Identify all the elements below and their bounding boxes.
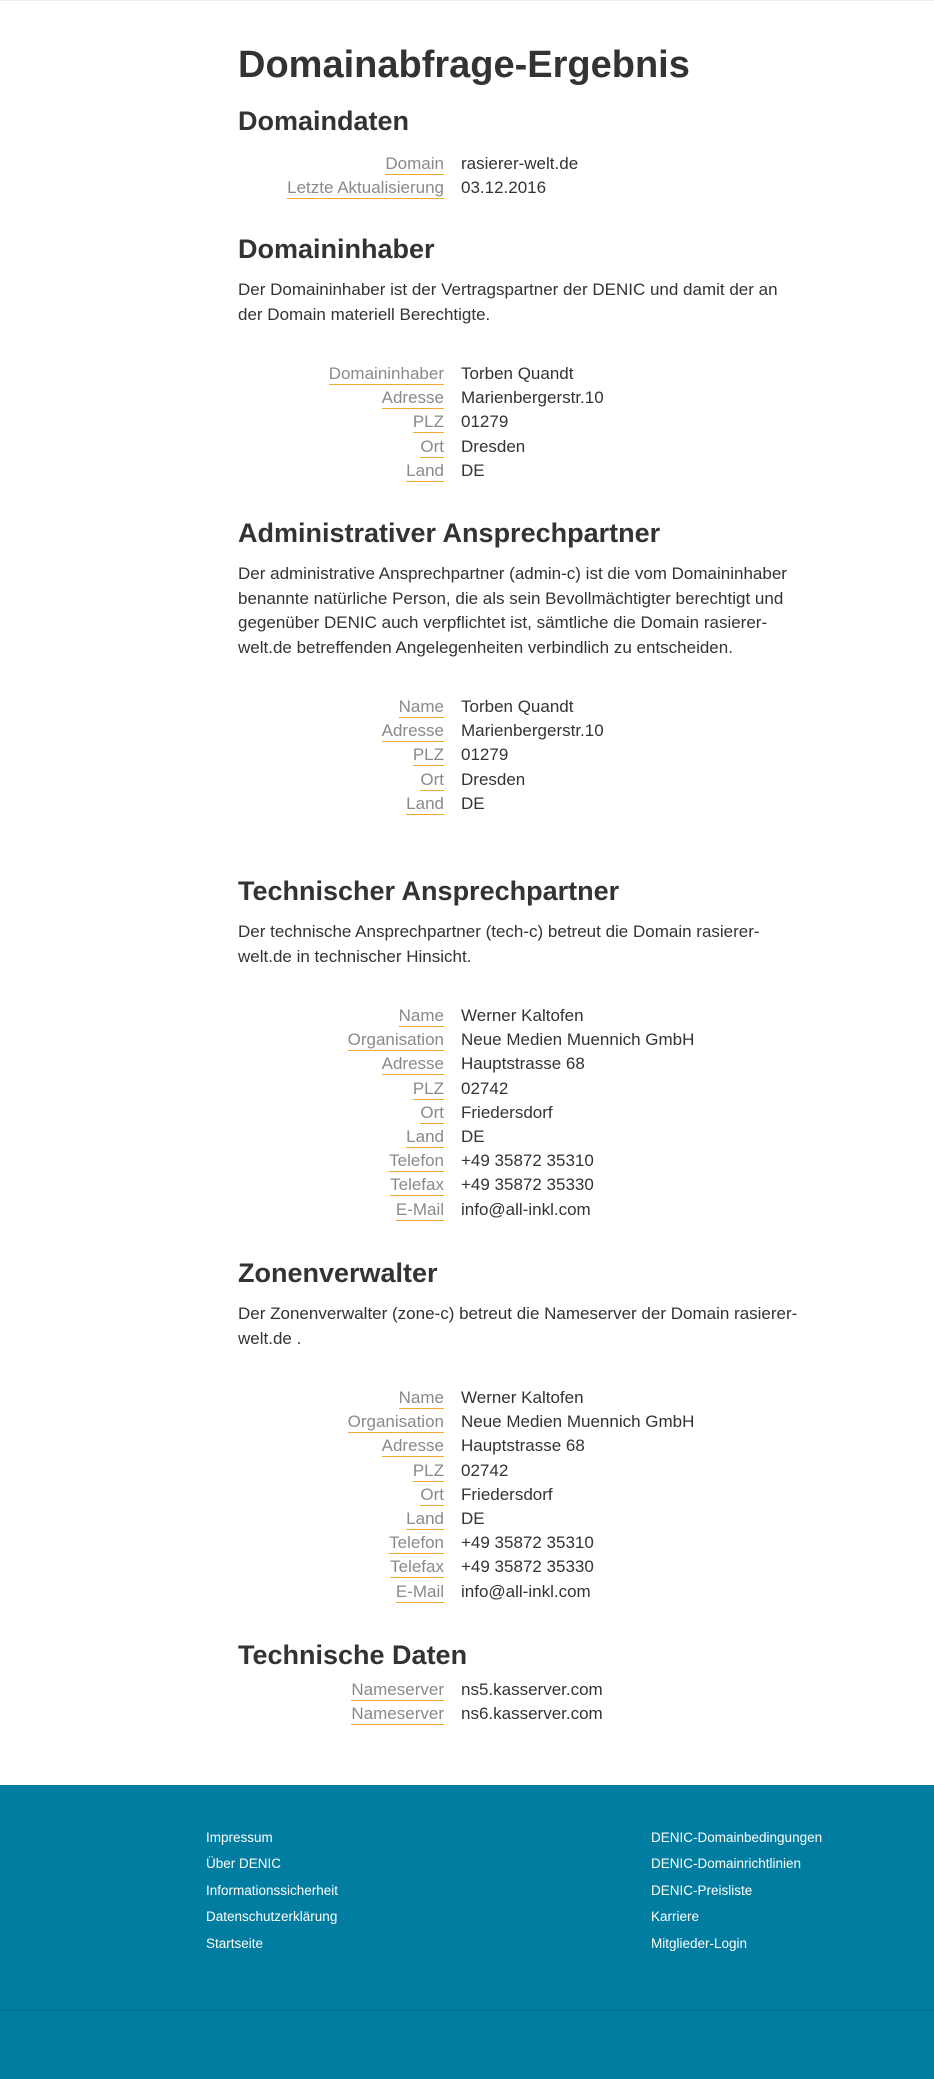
- section-domaindaten: [238, 104, 798, 202]
- field-value: 01279: [461, 412, 509, 432]
- data-row: [238, 1079, 798, 1103]
- footer-links-left: [206, 1828, 338, 1960]
- section-description: Der Domaininhaber ist der Vertragspartner der DENIC und damit der an der Domain materiell Berechtigte.: [238, 280, 778, 324]
- field-value: Friedersdorf: [461, 1102, 553, 1122]
- field-value: Dresden: [461, 436, 526, 456]
- data-row: [238, 1704, 798, 1728]
- page-title: Domainabfrage-Ergebnis: [238, 44, 690, 86]
- footer-link[interactable]: DENIC-Domainrichtlinien: [651, 1856, 802, 1872]
- field-label: Nameserver: [351, 1680, 444, 1699]
- data-row: [238, 461, 798, 485]
- data-list: [238, 697, 798, 818]
- field-label: Nameserver: [351, 1704, 444, 1724]
- field-label: Land: [406, 1126, 444, 1146]
- field-value: 02742: [461, 1460, 509, 1480]
- field-label: Adresse: [381, 1054, 444, 1074]
- field-label: Letzte Aktualisierung: [287, 178, 444, 198]
- field-label: Adresse: [381, 1436, 444, 1456]
- section-tech-c: [238, 874, 798, 1224]
- data-row: [238, 697, 798, 721]
- field-value: Torben Quandt: [461, 697, 574, 716]
- field-label: Telefax: [390, 1557, 444, 1577]
- field-label: Telefon: [389, 1533, 444, 1553]
- field-label: Land: [406, 1508, 444, 1528]
- data-row: [238, 794, 798, 818]
- data-row: [238, 770, 798, 794]
- data-row: [238, 1006, 798, 1030]
- field-value: Friedersdorf: [461, 1484, 553, 1504]
- data-list: [238, 1680, 798, 1728]
- section-heading: Technische Daten: [238, 1640, 468, 1670]
- section-domaininhaber: [238, 232, 798, 485]
- data-row: [238, 1151, 798, 1175]
- data-row: [238, 1127, 798, 1151]
- field-value: DE: [461, 793, 485, 813]
- field-label: Name: [398, 1006, 444, 1025]
- field-label: Organisation: [347, 1030, 444, 1050]
- field-value: ns5.kasserver.com: [461, 1680, 603, 1699]
- data-row: [238, 1680, 798, 1704]
- field-label: Adresse: [381, 721, 444, 741]
- footer-link[interactable]: DENIC-Domainbedingungen: [651, 1830, 823, 1845]
- field-label: PLZ: [412, 1078, 444, 1098]
- field-label: Name: [398, 1388, 444, 1407]
- data-list: [238, 1388, 798, 1606]
- section-description: Der technische Ansprechpartner (tech-c) betreut die Domain rasierer-welt.de in technischer Hinsicht.: [238, 922, 760, 966]
- footer-links-right: [651, 1828, 822, 1960]
- field-label: Adresse: [381, 388, 444, 408]
- data-row: [238, 437, 798, 461]
- footer-link[interactable]: Über DENIC: [206, 1856, 282, 1872]
- footer-link[interactable]: Impressum: [206, 1830, 273, 1845]
- section-description: Der administrative Ansprechpartner (admin-c) ist die vom Domaininhaber benannte natürliche Person, die als sein Bevollmächtigter berechtigt und gegenüber DENIC auch verpflichtet ist, sämtliche die Domain rasierer-welt.de betreffenden Angelegenheiten verbindlich zu entscheiden.: [238, 564, 787, 657]
- top-border: [0, 0, 934, 1]
- data-list: [238, 154, 798, 202]
- field-value: Marienbergerstr.10: [461, 388, 604, 408]
- field-label: E-Mail: [395, 1581, 444, 1601]
- field-value: +49 35872 35330: [461, 1175, 594, 1195]
- section-heading: Administrativer Ansprechpartner: [238, 518, 661, 548]
- section-zone-c: [238, 1256, 798, 1606]
- section-heading: Domaininhaber: [238, 234, 435, 264]
- data-row: [238, 1412, 798, 1436]
- field-value: Hauptstrasse 68: [461, 1436, 585, 1456]
- field-value: Hauptstrasse 68: [461, 1054, 585, 1074]
- field-label: Telefon: [389, 1151, 444, 1171]
- field-value: ns6.kasserver.com: [461, 1704, 603, 1724]
- field-value: 01279: [461, 745, 509, 765]
- data-row: [238, 745, 798, 769]
- data-list: [238, 364, 798, 485]
- field-value: Torben Quandt: [461, 364, 574, 383]
- field-label: E-Mail: [395, 1199, 444, 1219]
- field-value: DE: [461, 460, 485, 480]
- data-row: [238, 154, 798, 178]
- data-row: [238, 388, 798, 412]
- field-label: PLZ: [412, 745, 444, 765]
- field-label: Domaininhaber: [328, 364, 444, 383]
- data-row: [238, 1509, 798, 1533]
- field-label: Ort: [420, 436, 444, 456]
- data-row: [238, 1103, 798, 1127]
- field-value: Dresden: [461, 769, 526, 789]
- field-label: Name: [398, 697, 444, 716]
- field-label: PLZ: [412, 412, 444, 432]
- data-row: [238, 1436, 798, 1460]
- data-row: [238, 1175, 798, 1199]
- field-label: Ort: [420, 769, 444, 789]
- field-label: Telefax: [390, 1175, 444, 1195]
- data-row: [238, 1557, 798, 1581]
- field-value: Werner Kaltofen: [461, 1006, 584, 1025]
- field-value: +49 35872 35330: [461, 1557, 594, 1577]
- data-row: [238, 1582, 798, 1606]
- data-row: [238, 1485, 798, 1509]
- field-value: Marienbergerstr.10: [461, 721, 604, 741]
- footer-link[interactable]: Datenschutzerklärung: [206, 1909, 338, 1925]
- site-footer: [0, 1785, 934, 2079]
- field-label: Ort: [420, 1102, 444, 1122]
- field-label: Ort: [420, 1484, 444, 1504]
- data-row: [238, 1388, 798, 1412]
- field-label: PLZ: [412, 1460, 444, 1480]
- field-label: Domain: [385, 154, 444, 173]
- section-heading: Zonenverwalter: [238, 1258, 438, 1288]
- field-value: Neue Medien Muennich GmbH: [461, 1030, 695, 1050]
- field-value: info@all-inkl.com: [461, 1199, 591, 1219]
- footer-link[interactable]: DENIC-Preisliste: [651, 1882, 753, 1898]
- footer-link[interactable]: Karriere: [651, 1909, 700, 1925]
- data-row: [238, 412, 798, 436]
- field-label: Land: [406, 460, 444, 480]
- section-technische-daten: [238, 1638, 798, 1728]
- field-value: DE: [461, 1126, 485, 1146]
- data-row: [238, 1030, 798, 1054]
- data-row: [238, 1461, 798, 1485]
- data-list: [238, 1006, 798, 1224]
- footer-divider: [0, 2010, 934, 2011]
- section-admin-c: [238, 516, 798, 818]
- field-value: 02742: [461, 1078, 509, 1098]
- data-row: [238, 178, 798, 202]
- section-heading: Technischer Ansprechpartner: [238, 876, 620, 906]
- data-row: [238, 1054, 798, 1078]
- field-value: 03.12.2016: [461, 178, 547, 198]
- field-value: rasierer-welt.de: [461, 154, 579, 173]
- data-row: [238, 1533, 798, 1557]
- field-value: Neue Medien Muennich GmbH: [461, 1412, 695, 1432]
- section-description: Der Zonenverwalter (zone-c) betreut die Nameserver der Domain rasierer-welt.de .: [238, 1304, 798, 1348]
- section-heading: Domaindaten: [238, 106, 410, 136]
- data-row: [238, 721, 798, 745]
- footer-link[interactable]: Startseite: [206, 1935, 264, 1951]
- footer-link[interactable]: Mitglieder-Login: [651, 1935, 748, 1951]
- field-value: +49 35872 35310: [461, 1533, 594, 1553]
- data-row: [238, 364, 798, 388]
- field-value: DE: [461, 1508, 485, 1528]
- field-value: info@all-inkl.com: [461, 1581, 591, 1601]
- field-label: Organisation: [347, 1412, 444, 1432]
- field-value: +49 35872 35310: [461, 1151, 594, 1171]
- field-value: Werner Kaltofen: [461, 1388, 584, 1407]
- data-row: [238, 1200, 798, 1224]
- footer-link[interactable]: Informationssicherheit: [206, 1882, 339, 1898]
- field-label: Land: [406, 793, 444, 813]
